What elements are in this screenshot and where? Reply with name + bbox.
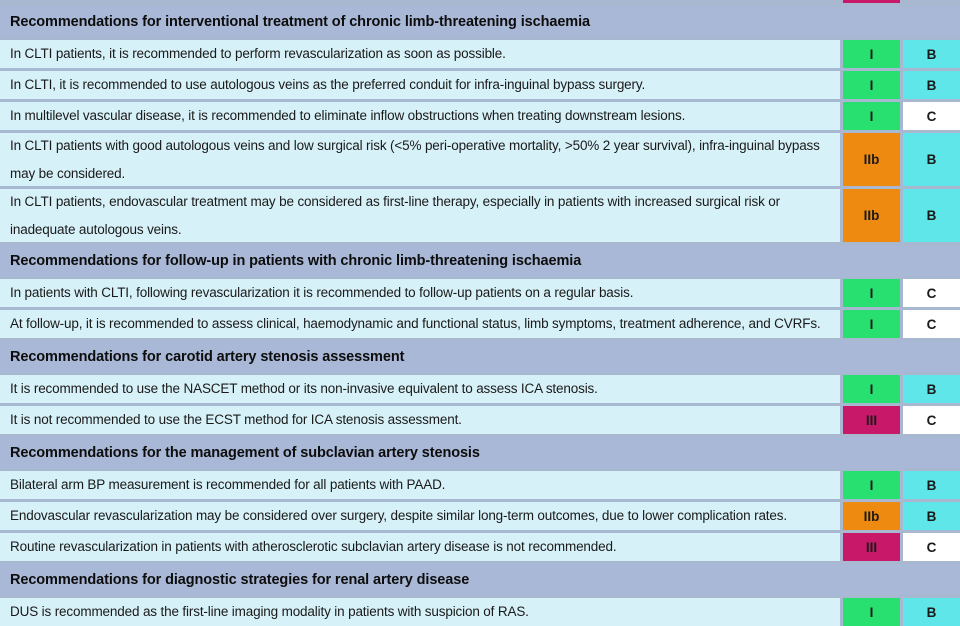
recommendation-text: Routine revascularization in patients with atherosclerotic subclavian artery disease is not recommended.: [0, 533, 840, 561]
level-badge: C: [903, 406, 960, 434]
recommendation-text: In patients with CLTI, following revascularization it is recommended to follow-up patients on a regular basis.: [0, 279, 840, 307]
class-badge: I: [843, 279, 900, 307]
recommendation-row: [0, 189, 960, 242]
cropped-class-cell: [843, 0, 900, 3]
section-title: Recommendations for interventional treatment of chronic limb-threatening ischaemia: [10, 13, 590, 30]
recommendation-row: [0, 71, 960, 99]
class-badge: IIb: [843, 502, 900, 530]
section-header: [0, 245, 960, 276]
recommendation-text: In CLTI patients, it is recommended to perform revascularization as soon as possible.: [0, 40, 840, 68]
recommendation-row: [0, 598, 960, 626]
class-badge: III: [843, 406, 900, 434]
level-badge: C: [903, 310, 960, 338]
level-badge: B: [903, 502, 960, 530]
recommendation-row: [0, 502, 960, 530]
recommendation-row: [0, 40, 960, 68]
recommendation-text: DUS is recommended as the first-line imaging modality in patients with suspicion of RAS.: [0, 598, 840, 626]
section-header: [0, 6, 960, 37]
level-badge: C: [903, 533, 960, 561]
recommendation-row: [0, 310, 960, 338]
class-badge: I: [843, 598, 900, 626]
section-title: Recommendations for diagnostic strategies for renal artery disease: [10, 571, 470, 588]
class-badge: III: [843, 533, 900, 561]
class-badge: IIb: [843, 189, 900, 242]
recommendation-row: [0, 279, 960, 307]
recommendation-text: In CLTI patients with good autologous veins and low surgical risk (<5% peri-operative mortality, >50% 2 year survival), infra-inguinal bypass may be considered.: [0, 133, 840, 186]
class-badge: IIb: [843, 133, 900, 186]
section-header: [0, 564, 960, 595]
section-header: [0, 341, 960, 372]
class-badge: I: [843, 40, 900, 68]
recommendation-row: [0, 102, 960, 130]
recommendation-text: At follow-up, it is recommended to assess clinical, haemodynamic and functional status, limb symptoms, treatment adherence, and CVRFs.: [0, 310, 840, 338]
level-badge: B: [903, 40, 960, 68]
class-badge: I: [843, 102, 900, 130]
recommendation-row: [0, 406, 960, 434]
recommendation-text: It is not recommended to use the ECST method for ICA stenosis assessment.: [0, 406, 840, 434]
level-badge: B: [903, 133, 960, 186]
recommendation-text: In CLTI patients, endovascular treatment may be considered as first-line therapy, especially in patients with increased surgical risk or inadequate autologous veins.: [0, 189, 840, 242]
recommendation-text: In CLTI, it is recommended to use autologous veins as the preferred conduit for infra-inguinal bypass surgery.: [0, 71, 840, 99]
section-title: Recommendations for the management of subclavian artery stenosis: [10, 444, 480, 461]
class-badge: I: [843, 471, 900, 499]
recommendation-row: [0, 471, 960, 499]
recommendation-text: In multilevel vascular disease, it is recommended to eliminate inflow obstructions when treating downstream lesions.: [0, 102, 840, 130]
recommendation-row: [0, 133, 960, 186]
recommendation-text: It is recommended to use the NASCET method or its non-invasive equivalent to assess ICA stenosis.: [0, 375, 840, 403]
level-badge: B: [903, 189, 960, 242]
recommendation-row: [0, 533, 960, 561]
section-header: [0, 437, 960, 468]
level-badge: B: [903, 471, 960, 499]
section-title: Recommendations for carotid artery stenosis assessment: [10, 348, 405, 365]
section-title: Recommendations for follow-up in patients with chronic limb-threatening ischaemia: [10, 252, 582, 269]
level-badge: B: [903, 71, 960, 99]
level-badge: B: [903, 375, 960, 403]
recommendation-text: Bilateral arm BP measurement is recommended for all patients with PAAD.: [0, 471, 840, 499]
level-badge: C: [903, 279, 960, 307]
level-badge: C: [903, 102, 960, 130]
recommendation-text: Endovascular revascularization may be considered over surgery, despite similar long-term outcomes, due to lower complication rates.: [0, 502, 840, 530]
level-badge: B: [903, 598, 960, 626]
class-badge: I: [843, 375, 900, 403]
class-badge: I: [843, 310, 900, 338]
recommendation-row: [0, 375, 960, 403]
class-badge: I: [843, 71, 900, 99]
